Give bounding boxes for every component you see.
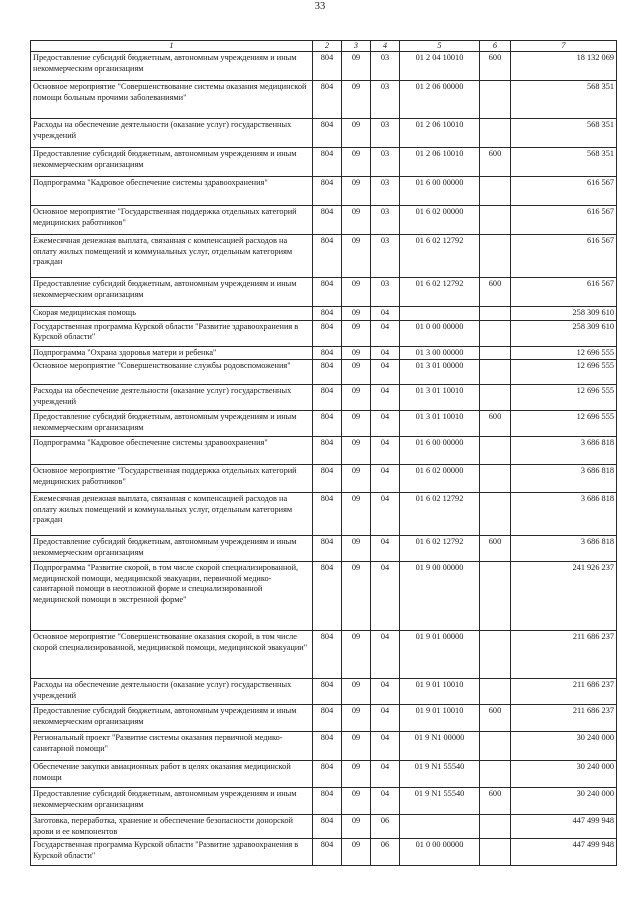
cell-grbs: 804 — [313, 788, 342, 815]
table-row — [31, 536, 617, 562]
cell-grbs: 804 — [313, 320, 342, 346]
table-row — [31, 320, 617, 346]
cell-vr — [480, 562, 511, 631]
cell-amount: 258 309 610 — [511, 320, 617, 346]
cell-rz: 09 — [342, 119, 371, 148]
cell-rz: 09 — [342, 562, 371, 631]
cell-csr: 01 2 06 00000 — [400, 81, 480, 119]
cell-grbs: 804 — [313, 732, 342, 761]
cell-pr: 04 — [371, 346, 400, 360]
cell-csr: 01 2 04 10010 — [400, 52, 480, 81]
cell-pr: 03 — [371, 119, 400, 148]
cell-amount: 18 132 069 — [511, 52, 617, 81]
column-header-grbs: 2 — [313, 41, 342, 52]
cell-rz: 09 — [342, 360, 371, 385]
cell-pr: 06 — [371, 839, 400, 866]
cell-pr: 04 — [371, 631, 400, 679]
cell-amount: 616 567 — [511, 177, 617, 206]
cell-grbs: 804 — [313, 465, 342, 493]
cell-rz: 09 — [342, 437, 371, 465]
cell-vr — [480, 465, 511, 493]
cell-pr: 04 — [371, 536, 400, 562]
cell-grbs: 804 — [313, 307, 342, 321]
cell-grbs: 804 — [313, 679, 342, 705]
cell-pr: 04 — [371, 465, 400, 493]
cell-name: Расходы на обеспечение деятельности (оказание услуг) государственных учреждений — [31, 385, 313, 411]
cell-grbs: 804 — [313, 235, 342, 278]
cell-vr: 600 — [480, 705, 511, 732]
cell-vr — [480, 732, 511, 761]
table-row — [31, 465, 617, 493]
cell-grbs: 804 — [313, 493, 342, 536]
column-header-vr: 6 — [480, 41, 511, 52]
cell-amount: 30 240 000 — [511, 732, 617, 761]
cell-amount: 12 696 555 — [511, 346, 617, 360]
table-row — [31, 307, 617, 321]
cell-name: Предоставление субсидий бюджетным, автономным учреждениям и иным некоммерческим организациям — [31, 278, 313, 307]
cell-amount: 447 499 948 — [511, 839, 617, 866]
cell-amount: 12 696 555 — [511, 385, 617, 411]
cell-rz: 09 — [342, 465, 371, 493]
page-number: 33 — [314, 1, 326, 12]
cell-name: Ежемесячная денежная выплата, связанная с компенсацией расходов на оплату жилых помещений и коммунальных услуг, отдельным категориям граждан — [31, 493, 313, 536]
cell-vr: 600 — [480, 536, 511, 562]
cell-amount: 258 309 610 — [511, 307, 617, 321]
cell-csr: 01 9 N1 55540 — [400, 788, 480, 815]
cell-grbs: 804 — [313, 839, 342, 866]
cell-pr: 04 — [371, 679, 400, 705]
table-row — [31, 119, 617, 148]
cell-rz: 09 — [342, 732, 371, 761]
cell-vr: 600 — [480, 411, 511, 437]
table-row — [31, 679, 617, 705]
table-row — [31, 52, 617, 81]
cell-name: Подпрограмма "Кадровое обеспечение системы здравоохранения" — [31, 177, 313, 206]
cell-name: Основное мероприятие "Государственная поддержка отдельных категорий медицинских работников" — [31, 465, 313, 493]
cell-amount: 616 567 — [511, 206, 617, 235]
cell-rz: 09 — [342, 705, 371, 732]
cell-pr: 04 — [371, 411, 400, 437]
cell-name: Основное мероприятие "Совершенствование системы оказания медицинской помощи больным прочими заболеваниями" — [31, 81, 313, 119]
cell-pr: 04 — [371, 360, 400, 385]
column-number-row — [31, 41, 617, 52]
cell-name: Предоставление субсидий бюджетным, автономным учреждениям и иным некоммерческим организациям — [31, 148, 313, 177]
cell-csr: 01 0 00 00000 — [400, 320, 480, 346]
cell-pr: 04 — [371, 788, 400, 815]
cell-grbs: 804 — [313, 148, 342, 177]
cell-rz: 09 — [342, 411, 371, 437]
table-row — [31, 732, 617, 761]
cell-name: Подпрограмма "Кадровое обеспечение системы здравоохранения" — [31, 437, 313, 465]
cell-grbs: 804 — [313, 562, 342, 631]
cell-amount: 447 499 948 — [511, 815, 617, 839]
cell-vr — [480, 235, 511, 278]
cell-vr — [480, 320, 511, 346]
cell-name: Расходы на обеспечение деятельности (оказание услуг) государственных учреждений — [31, 679, 313, 705]
cell-csr: 01 2 06 10010 — [400, 119, 480, 148]
cell-grbs: 804 — [313, 631, 342, 679]
cell-pr: 03 — [371, 52, 400, 81]
table-row — [31, 81, 617, 119]
cell-vr — [480, 346, 511, 360]
cell-vr: 600 — [480, 52, 511, 81]
cell-csr: 01 2 06 10010 — [400, 148, 480, 177]
cell-pr: 03 — [371, 278, 400, 307]
cell-grbs: 804 — [313, 52, 342, 81]
cell-rz: 09 — [342, 385, 371, 411]
table-row — [31, 631, 617, 679]
cell-vr — [480, 81, 511, 119]
cell-csr: 01 6 02 00000 — [400, 465, 480, 493]
cell-grbs: 804 — [313, 346, 342, 360]
table-body — [31, 52, 617, 866]
cell-amount: 3 686 818 — [511, 493, 617, 536]
cell-csr: 01 6 02 12792 — [400, 235, 480, 278]
table-row — [31, 346, 617, 360]
cell-vr — [480, 385, 511, 411]
cell-name: Расходы на обеспечение деятельности (оказание услуг) государственных учреждений — [31, 119, 313, 148]
cell-name: Основное мероприятие "Государственная поддержка отдельных категорий медицинских работников" — [31, 206, 313, 235]
column-header-amount: 7 — [511, 41, 617, 52]
cell-csr: 01 9 N1 00000 — [400, 732, 480, 761]
cell-csr: 01 9 N1 55540 — [400, 761, 480, 788]
cell-rz: 09 — [342, 679, 371, 705]
cell-amount: 30 240 000 — [511, 788, 617, 815]
cell-grbs: 804 — [313, 705, 342, 732]
cell-pr: 03 — [371, 148, 400, 177]
cell-grbs: 804 — [313, 385, 342, 411]
cell-grbs: 804 — [313, 815, 342, 839]
table-row — [31, 148, 617, 177]
cell-name: Основное мероприятие "Совершенствование оказания скорой, в том числе скорой специализированной, медицинской помощи, медицинской эвакуации" — [31, 631, 313, 679]
cell-csr: 01 6 02 00000 — [400, 206, 480, 235]
cell-pr: 03 — [371, 235, 400, 278]
cell-vr: 600 — [480, 278, 511, 307]
cell-csr: 01 6 02 12792 — [400, 493, 480, 536]
cell-rz: 09 — [342, 536, 371, 562]
cell-vr — [480, 437, 511, 465]
cell-vr — [480, 360, 511, 385]
cell-grbs: 804 — [313, 278, 342, 307]
cell-csr — [400, 307, 480, 321]
cell-amount: 12 696 555 — [511, 360, 617, 385]
cell-pr: 03 — [371, 177, 400, 206]
cell-csr — [400, 815, 480, 839]
cell-amount: 30 240 000 — [511, 761, 617, 788]
cell-csr: 01 9 01 00000 — [400, 631, 480, 679]
cell-name: Региональный проект "Развитие системы оказания первичной медико-санитарной помощи" — [31, 732, 313, 761]
cell-pr: 04 — [371, 307, 400, 321]
cell-grbs: 804 — [313, 206, 342, 235]
column-header-csr: 5 — [400, 41, 480, 52]
cell-name: Предоставление субсидий бюджетным, автономным учреждениям и иным некоммерческим организациям — [31, 705, 313, 732]
cell-vr — [480, 307, 511, 321]
cell-amount: 3 686 818 — [511, 437, 617, 465]
cell-vr: 600 — [480, 148, 511, 177]
cell-pr: 03 — [371, 206, 400, 235]
cell-grbs: 804 — [313, 177, 342, 206]
table-row — [31, 562, 617, 631]
cell-vr — [480, 177, 511, 206]
cell-name: Скорая медицинская помощь — [31, 307, 313, 321]
table-row — [31, 177, 617, 206]
cell-grbs: 804 — [313, 360, 342, 385]
column-header-name: 1 — [31, 41, 313, 52]
cell-amount: 211 686 237 — [511, 705, 617, 732]
cell-name: Подпрограмма "Развитие скорой, в том числе скорой специализированной, медицинской помощи, медицинской эвакуации, первичной медико-санитарной помощи в неотложной форме и специализированной медицинской помощи в экстренной форме" — [31, 562, 313, 631]
cell-rz: 09 — [342, 278, 371, 307]
cell-vr — [480, 839, 511, 866]
cell-grbs: 804 — [313, 761, 342, 788]
cell-pr: 04 — [371, 705, 400, 732]
cell-amount: 241 926 237 — [511, 562, 617, 631]
cell-csr: 01 9 00 00000 — [400, 562, 480, 631]
cell-pr: 04 — [371, 385, 400, 411]
cell-vr — [480, 631, 511, 679]
table-row — [31, 761, 617, 788]
cell-vr — [480, 679, 511, 705]
cell-pr: 04 — [371, 562, 400, 631]
cell-csr: 01 3 01 00000 — [400, 360, 480, 385]
cell-amount: 616 567 — [511, 235, 617, 278]
cell-grbs: 804 — [313, 536, 342, 562]
cell-csr: 01 6 00 00000 — [400, 177, 480, 206]
cell-rz: 09 — [342, 761, 371, 788]
cell-pr: 04 — [371, 732, 400, 761]
cell-pr: 04 — [371, 493, 400, 536]
cell-rz: 09 — [342, 235, 371, 278]
cell-rz: 09 — [342, 206, 371, 235]
table-row — [31, 278, 617, 307]
cell-csr: 01 3 01 10010 — [400, 411, 480, 437]
cell-amount: 568 351 — [511, 81, 617, 119]
cell-vr — [480, 761, 511, 788]
cell-grbs: 804 — [313, 437, 342, 465]
cell-name: Ежемесячная денежная выплата, связанная с компенсацией расходов на оплату жилых помещений и коммунальных услуг, отдельным категориям граждан — [31, 235, 313, 278]
cell-rz: 09 — [342, 815, 371, 839]
table-row — [31, 360, 617, 385]
cell-rz: 09 — [342, 839, 371, 866]
cell-grbs: 804 — [313, 411, 342, 437]
cell-csr: 01 6 02 12792 — [400, 278, 480, 307]
cell-csr: 01 0 00 00000 — [400, 839, 480, 866]
cell-amount: 568 351 — [511, 148, 617, 177]
cell-amount: 12 696 555 — [511, 411, 617, 437]
cell-name: Подпрограмма "Охрана здоровья матери и ребенка" — [31, 346, 313, 360]
table-row — [31, 839, 617, 866]
cell-pr: 04 — [371, 761, 400, 788]
budget-table — [30, 40, 617, 866]
cell-rz: 09 — [342, 81, 371, 119]
table-row — [31, 411, 617, 437]
cell-rz: 09 — [342, 493, 371, 536]
cell-name: Предоставление субсидий бюджетным, автономным учреждениям и иным некоммерческим организациям — [31, 788, 313, 815]
cell-csr: 01 9 01 10010 — [400, 705, 480, 732]
cell-vr: 600 — [480, 788, 511, 815]
cell-vr — [480, 206, 511, 235]
cell-name: Заготовка, переработка, хранение и обеспечение безопасности донорской крови и ее компонентов — [31, 815, 313, 839]
cell-pr: 03 — [371, 81, 400, 119]
cell-rz: 09 — [342, 346, 371, 360]
cell-vr — [480, 815, 511, 839]
cell-amount: 568 351 — [511, 119, 617, 148]
cell-amount: 3 686 818 — [511, 465, 617, 493]
cell-name: Государственная программа Курской области "Развитие здравоохранения в Курской области" — [31, 839, 313, 866]
cell-pr: 06 — [371, 815, 400, 839]
cell-name: Основное мероприятие "Совершенствование службы родовспоможения" — [31, 360, 313, 385]
cell-amount: 616 567 — [511, 278, 617, 307]
cell-pr: 04 — [371, 437, 400, 465]
cell-rz: 09 — [342, 320, 371, 346]
column-header-pr: 4 — [371, 41, 400, 52]
cell-grbs: 804 — [313, 119, 342, 148]
cell-rz: 09 — [342, 631, 371, 679]
cell-rz: 09 — [342, 148, 371, 177]
cell-name: Предоставление субсидий бюджетным, автономным учреждениям и иным некоммерческим организациям — [31, 411, 313, 437]
cell-grbs: 804 — [313, 81, 342, 119]
cell-rz: 09 — [342, 52, 371, 81]
cell-rz: 09 — [342, 788, 371, 815]
cell-vr — [480, 493, 511, 536]
cell-csr: 01 3 00 00000 — [400, 346, 480, 360]
cell-rz: 09 — [342, 177, 371, 206]
cell-name: Предоставление субсидий бюджетным, автономным учреждениям и иным некоммерческим организациям — [31, 536, 313, 562]
table-row — [31, 705, 617, 732]
cell-amount: 211 686 237 — [511, 679, 617, 705]
cell-csr: 01 6 00 00000 — [400, 437, 480, 465]
table-row — [31, 493, 617, 536]
table-row — [31, 385, 617, 411]
table-row — [31, 815, 617, 839]
cell-csr: 01 3 01 10010 — [400, 385, 480, 411]
cell-csr: 01 6 02 12792 — [400, 536, 480, 562]
cell-vr — [480, 119, 511, 148]
cell-amount: 211 686 237 — [511, 631, 617, 679]
cell-amount: 3 686 818 — [511, 536, 617, 562]
table-row — [31, 235, 617, 278]
cell-name: Государственная программа Курской области "Развитие здравоохранения в Курской области" — [31, 320, 313, 346]
cell-pr: 04 — [371, 320, 400, 346]
cell-name: Обеспечение закупки авиационных работ в целях оказания медицинской помощи — [31, 761, 313, 788]
cell-name: Предоставление субсидий бюджетным, автономным учреждениям и иным некоммерческим организациям — [31, 52, 313, 81]
table-row — [31, 437, 617, 465]
cell-rz: 09 — [342, 307, 371, 321]
column-header-rz: 3 — [342, 41, 371, 52]
cell-csr: 01 9 01 10010 — [400, 679, 480, 705]
table-row — [31, 788, 617, 815]
table-row — [31, 206, 617, 235]
